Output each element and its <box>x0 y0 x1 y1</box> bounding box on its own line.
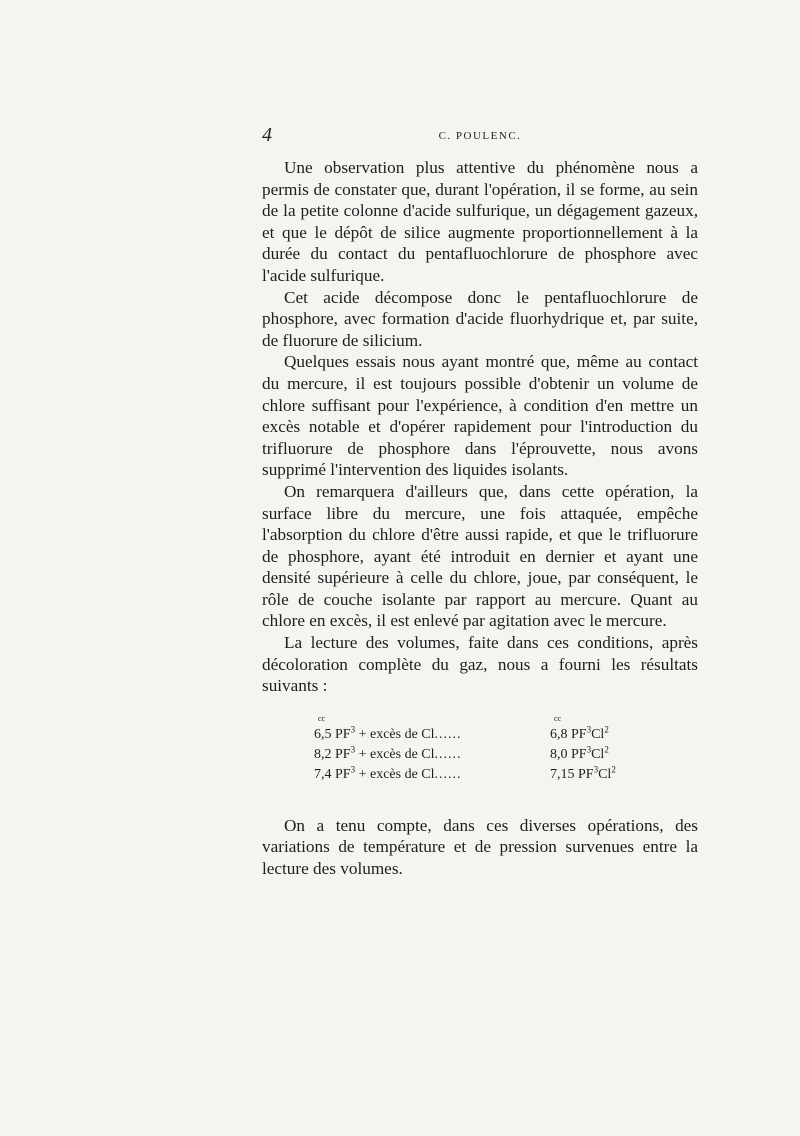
paragraph: La lecture des volumes, faite dans ces conditions, après décoloration complète du gaz, nous a fourni les résultats suivants : <box>262 633 698 696</box>
page-number: 4 <box>262 124 272 146</box>
closing-paragraph: On a tenu compte, dans ces diverses opérations, des variations de température et de pression survenues entre la lecture des volumes. <box>262 815 698 879</box>
result-product: 7,15 $PF^3Cl^2$ <box>550 764 616 782</box>
result-row <box>314 725 698 745</box>
result-reactants: 7,4 $PF^3$ + excès de Cl...... <box>314 764 462 782</box>
unit-row <box>314 713 698 725</box>
result-product: 8,0 $PF^3Cl^2$ <box>550 744 609 762</box>
paragraph: Cet acide décompose donc le pentafluochlorure de phosphore, avec formation d'acide fluorhydrique et, par suite, de fluorure de silicium. <box>262 287 698 350</box>
unit-label: cc <box>318 713 326 723</box>
results-table <box>314 713 698 785</box>
result-row <box>314 745 698 765</box>
unit-label: cc <box>554 713 562 723</box>
paragraph: Une observation plus attentive du phénomène nous a permis de constater que, durant l'opération, il se forme, au sein de la petite colonne d'acide sulfurique, un dégagement gazeux, et que le dépôt de silice augmente proportionnellement à la durée du contact du pentafluochlorure de phosphore avec l'acide sulfurique. <box>262 158 698 285</box>
page-header <box>262 124 698 150</box>
result-row <box>314 765 698 785</box>
result-reactants: 6,5 $PF^3$ + excès de Cl...... <box>314 724 462 742</box>
body-text <box>262 157 698 880</box>
result-reactants: 8,2 $PF^3$ + excès de Cl...... <box>314 744 462 762</box>
result-product: 6,8 $PF^3Cl^2$ <box>550 724 609 742</box>
paragraph: Quelques essais nous ayant montré que, même au contact du mercure, il est toujours possible d'obtenir un volume de chlore suffisant pour l'expérience, à condition d'en mettre un excès notable et d'opérer rapidement pour l'introduction du trifluorure de phosphore dans l'éprouvette, nous avons supprimé l'intervention des liquides isolants. <box>262 352 698 480</box>
running-head: C. POULENC. <box>438 130 522 142</box>
paragraph: On remarquera d'ailleurs que, dans cette opération, la surface libre du mercure, une fois attaquée, empêche l'absorption du chlore d'être aussi rapide, et que le trifluorure de phosphore, ayant été introduit en dernier et ayant une densité supérieure à celle du chlore, joue, par conséquent, le rôle de couche isolante par rapport au mercure. Quant au chlore en excès, il est enlevé par agitation avec le mercure. <box>262 481 698 631</box>
